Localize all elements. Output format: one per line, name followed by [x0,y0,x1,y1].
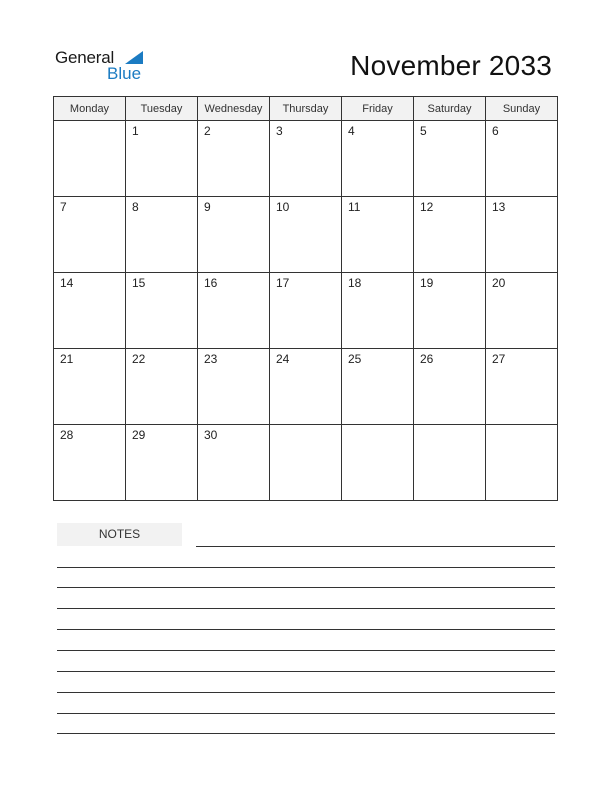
weekday-header: Sunday [486,97,558,121]
day-number: 28 [60,428,74,442]
day-number [414,425,485,428]
day-cell [486,349,558,425]
day-cell [198,197,270,273]
day-number: 11 [348,200,361,214]
day-number: 5 [420,124,427,138]
day-cell [270,425,342,501]
day-cell [270,349,342,425]
logo [55,46,155,86]
day-number: 27 [492,352,506,366]
day-number: 20 [492,276,506,290]
day-number: 23 [204,352,218,366]
note-line [57,567,555,568]
note-line [57,650,555,651]
day-cell [54,197,126,273]
day-cell [486,197,558,273]
day-number: 22 [132,352,146,366]
day-cell [126,425,198,501]
note-line [57,629,555,630]
day-cell [342,349,414,425]
day-number: 17 [276,276,290,290]
day-number [342,425,413,428]
day-cell [270,273,342,349]
weekday-header: Tuesday [126,97,198,121]
day-number [486,425,557,428]
day-cell [414,349,486,425]
day-number: 25 [348,352,362,366]
day-number: 9 [204,200,211,214]
day-cell [54,425,126,501]
day-number: 29 [132,428,146,442]
week-row [54,121,558,197]
calendar-grid [53,96,558,501]
day-cell [342,273,414,349]
day-cell [414,273,486,349]
day-number [54,121,125,124]
day-cell [342,425,414,501]
day-number: 10 [276,200,290,214]
weekday-header-row [54,97,558,121]
weekday-header: Thursday [270,97,342,121]
day-number: 12 [420,200,434,214]
week-row [54,349,558,425]
day-number: 18 [348,276,362,290]
day-cell [486,121,558,197]
note-line [57,692,555,693]
day-number: 16 [204,276,218,290]
day-number: 30 [204,428,218,442]
day-number: 3 [276,124,283,138]
weekday-header: Saturday [414,97,486,121]
day-cell [126,197,198,273]
day-number: 6 [492,124,499,138]
day-cell [198,349,270,425]
note-line [196,546,555,547]
day-cell [414,425,486,501]
day-cell [342,197,414,273]
weekday-header: Friday [342,97,414,121]
logo-word-blue: Blue [107,64,142,83]
note-line [57,587,555,588]
note-line [57,671,555,672]
day-cell [270,121,342,197]
day-cell [414,121,486,197]
day-number: 24 [276,352,290,366]
day-cell [198,121,270,197]
day-number: 14 [60,276,74,290]
day-cell [54,349,126,425]
day-cell [54,273,126,349]
day-cell [126,273,198,349]
notes-label: NOTES [57,523,182,546]
day-cell [126,349,198,425]
day-number: 2 [204,124,211,138]
day-number: 19 [420,276,434,290]
weekday-header: Monday [54,97,126,121]
week-row [54,425,558,501]
day-cell [198,425,270,501]
note-line [57,608,555,609]
day-cell [126,121,198,197]
day-cell [486,273,558,349]
note-line [57,713,555,714]
day-number: 4 [348,124,355,138]
day-number: 26 [420,352,434,366]
page-title: November 2033 [350,50,552,81]
week-row [54,273,558,349]
day-cell [270,197,342,273]
day-number: 15 [132,276,146,290]
day-number [270,425,341,428]
day-cell [486,425,558,501]
week-row [54,197,558,273]
day-number: 8 [132,200,139,214]
day-cell [54,121,126,197]
day-number: 1 [132,124,139,138]
weekday-header: Wednesday [198,97,270,121]
logo-flag-icon [125,51,143,64]
day-cell [342,121,414,197]
note-line [57,733,555,734]
day-number: 21 [60,352,74,366]
day-cell [414,197,486,273]
day-number: 13 [492,200,506,214]
logo-word-general: General [55,48,115,67]
day-cell [198,273,270,349]
day-number: 7 [60,200,67,214]
